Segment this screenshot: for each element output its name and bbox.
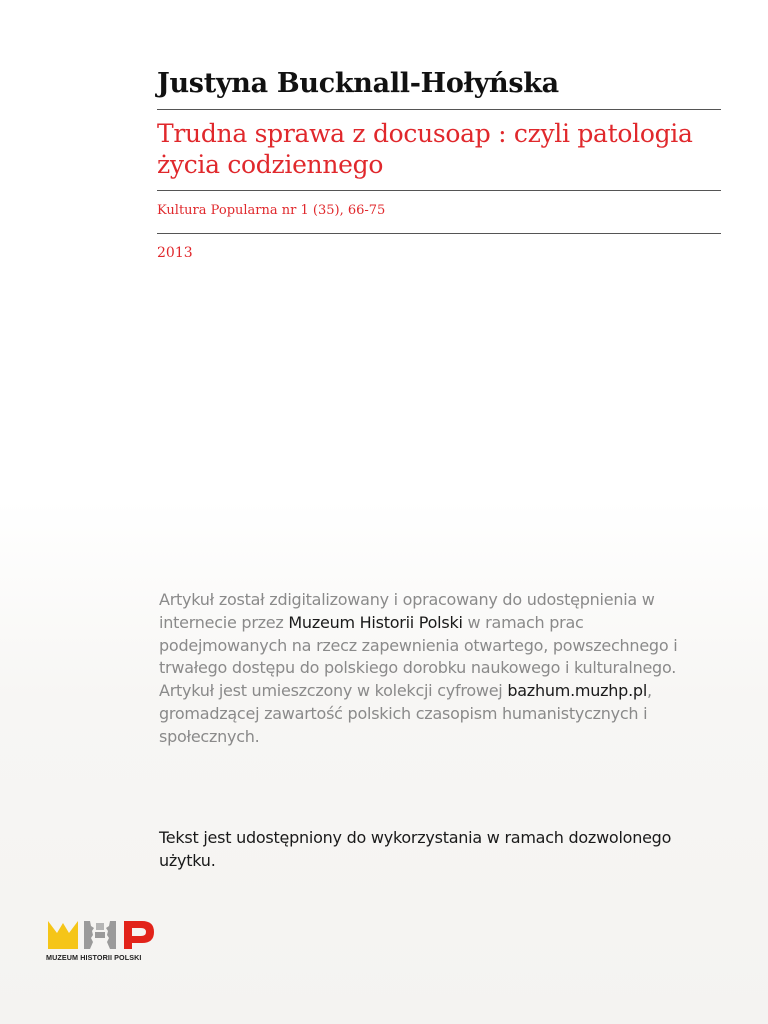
logo-h-right-profile	[106, 921, 116, 949]
article-title: Trudna sprawa z docusoap : czyli patologia życia codziennego	[157, 119, 693, 179]
logo-h-left-profile	[84, 921, 94, 949]
digitization-notice	[159, 589, 699, 749]
museum-logo	[46, 917, 164, 965]
divider-source	[157, 233, 721, 234]
notice-text-part1: Artykuł został zdigitalizowany i opracowany do udostępnienia w internecie przez	[159, 590, 655, 632]
divider-title	[157, 190, 721, 191]
museum-name: Muzeum Historii Polski	[288, 612, 463, 632]
logo-h-bar	[95, 932, 105, 938]
publication-year: 2013	[157, 245, 193, 261]
museum-logo-icon	[46, 917, 164, 953]
divider-author	[157, 109, 721, 110]
logo-p-shape	[124, 921, 154, 949]
logo-caption: MUZEUM HISTORII POLSKI	[46, 953, 142, 962]
license-notice: Tekst jest udostępniony do wykorzystania w ramach dozwolonego użytku.	[159, 828, 672, 870]
notice-text-part2: w ramach prac podejmowanych na rzecz zapewnienia otwartego, powszechnego i trwałego dostępu do polskiego dorobku naukowego i kulturalnego. Artykuł jest umieszczony w kolekcji cyfrowej	[159, 612, 678, 701]
logo-h-top	[96, 923, 104, 930]
author-name: Justyna Bucknall-Hołyńska	[157, 68, 559, 99]
notice-text-part3: , gromadzącej zawartość polskich czasopism humanistycznych i społecznych.	[159, 681, 652, 746]
publication-source: Kultura Popularna nr 1 (35), 66-75	[157, 203, 386, 218]
collection-link[interactable]: bazhum.muzhp.pl	[507, 681, 648, 701]
